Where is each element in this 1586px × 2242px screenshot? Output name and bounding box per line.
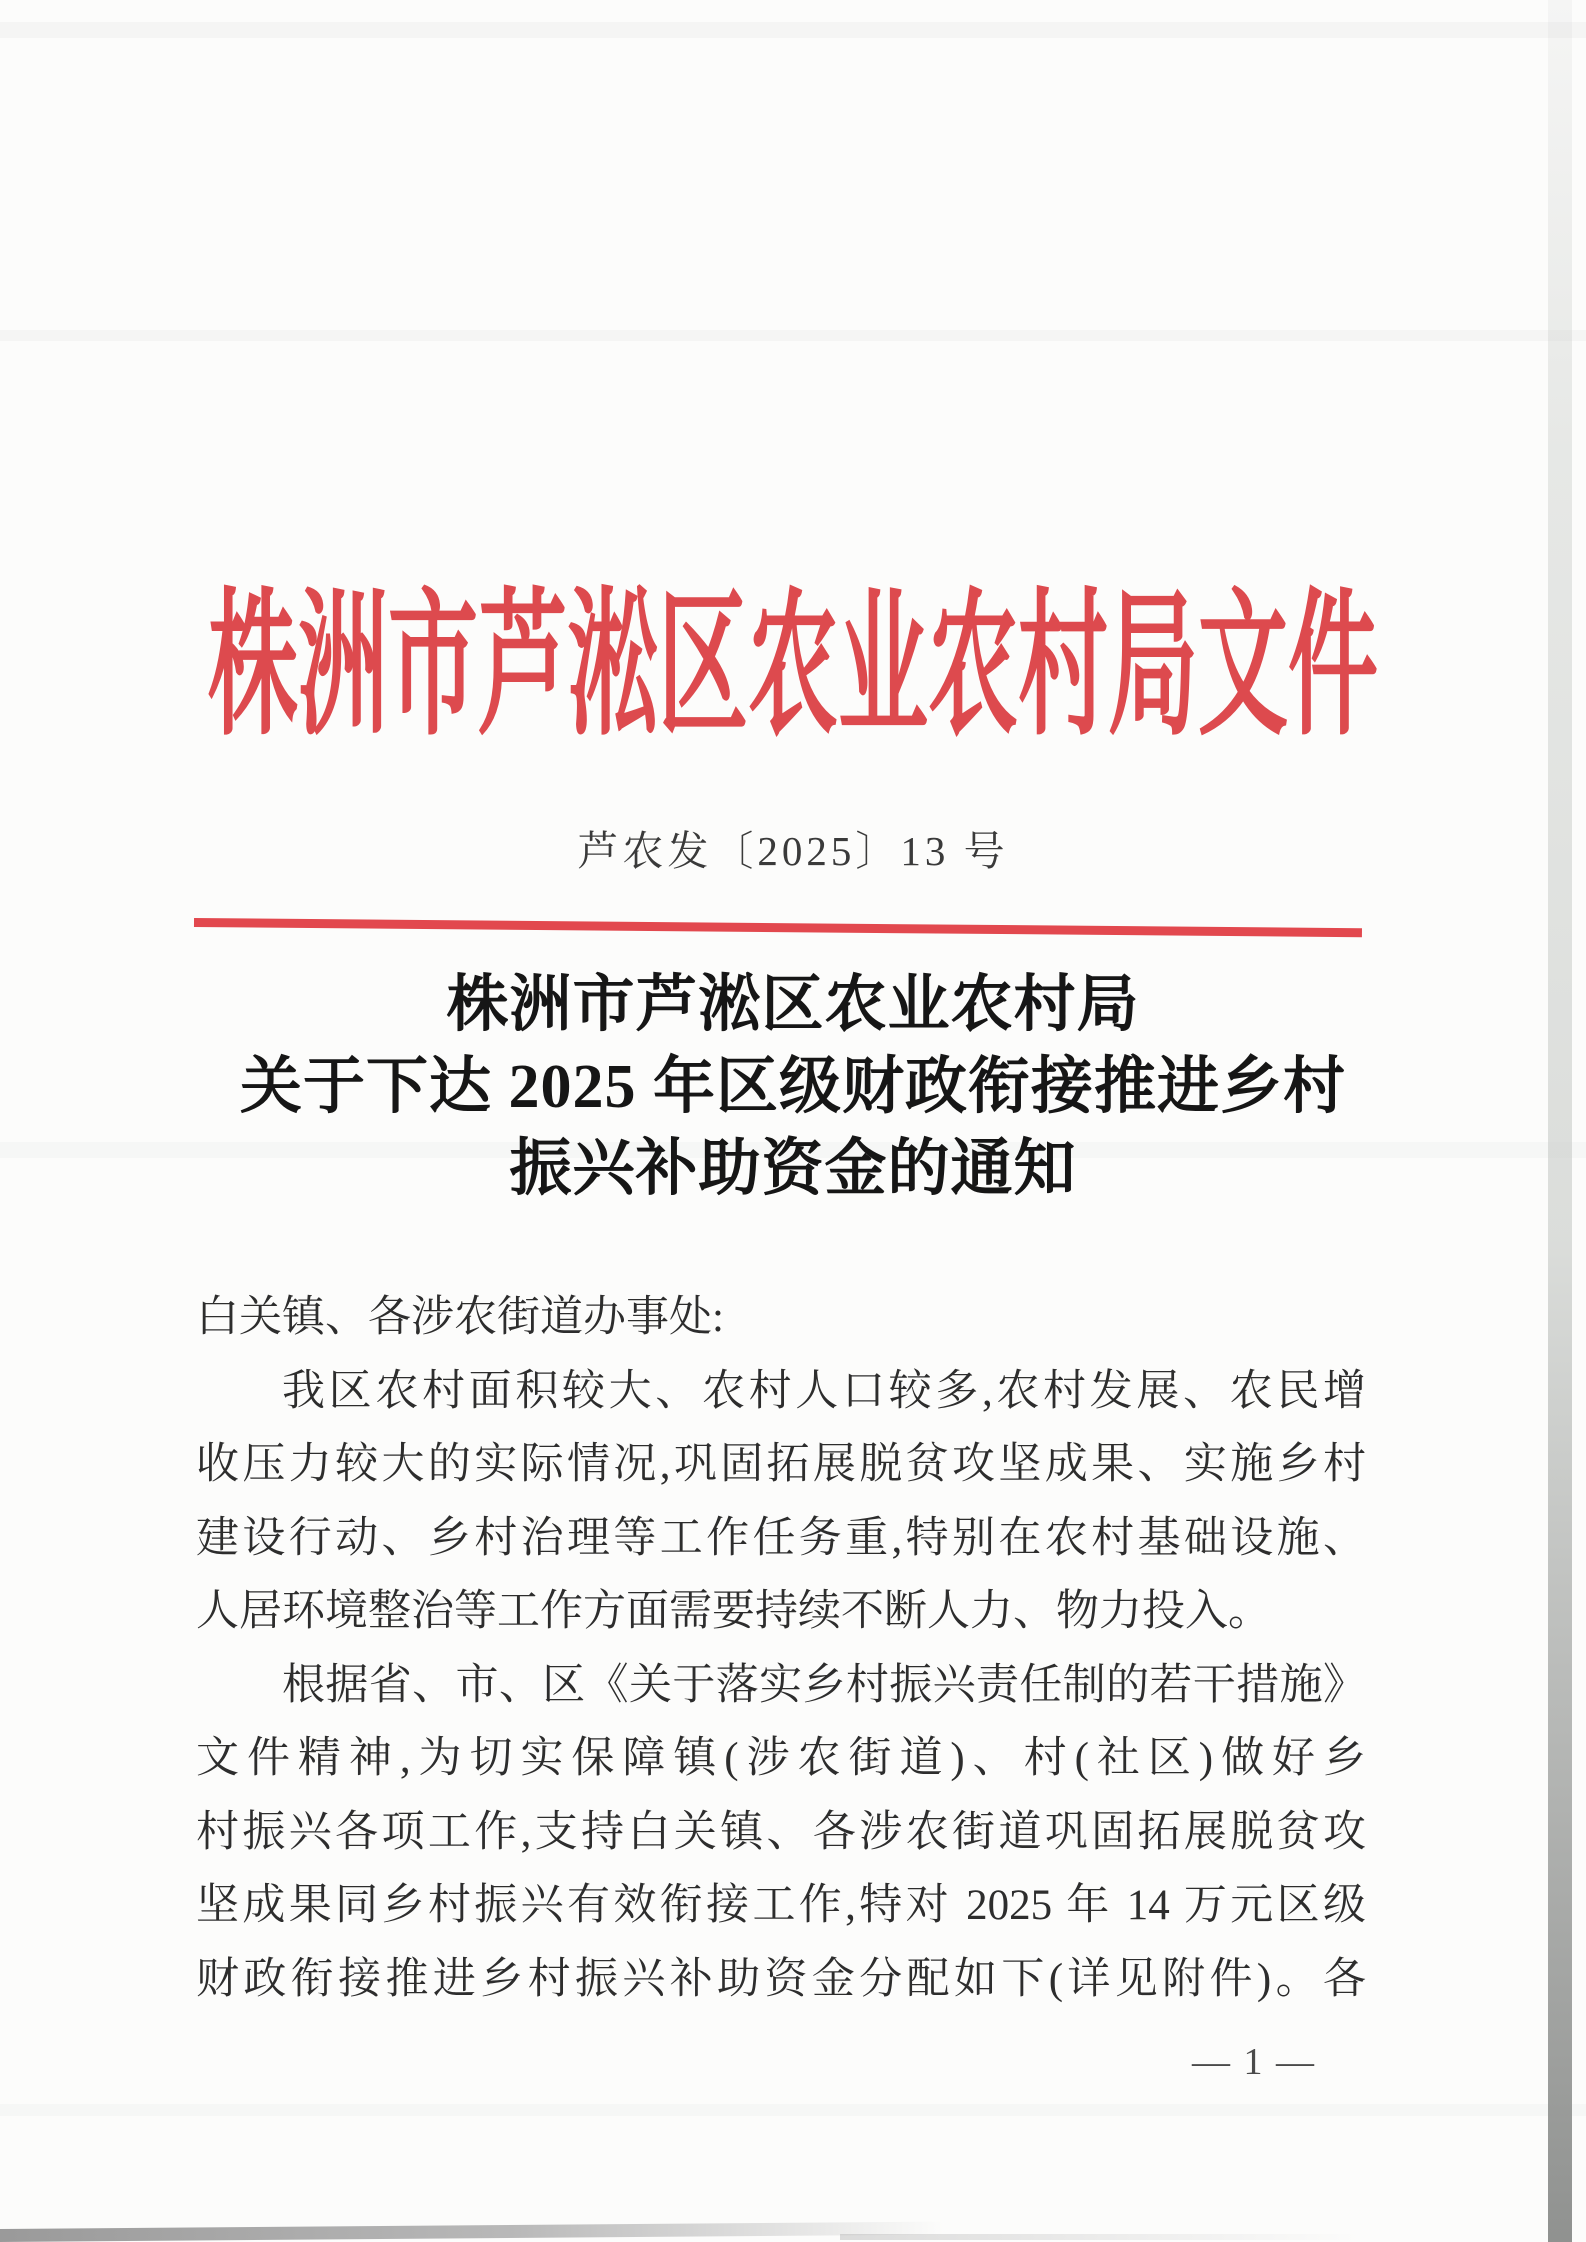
scan-shadow-bottom-edge [0,2222,944,2242]
document-number: 芦农发〔2025〕13 号 [577,828,1009,874]
scan-shadow-right-edge [1548,0,1572,2242]
red-divider-rule [194,918,1362,937]
agency-header-title: 株洲市芦淞区农业农村局文件 [208,579,1378,755]
scan-artifact-band [0,22,1586,38]
document-title-line: 振兴补助资金的通知 [509,1135,1077,1203]
body-line: 文件精神,为切实保障镇(涉农街道)、村(社区)做好乡 [196,1735,1366,1782]
body-line: 财政衔接推进乡村振兴补助资金分配如下(详见附件)。各 [196,1955,1366,2003]
scan-artifact-band [0,2104,1586,2116]
scan-shadow-bottom-faint [840,2234,1360,2240]
body-line: 人居环境整治等工作方面需要持续不断人力、物力投入。 [196,1588,1271,1635]
document-body [196,1281,1366,2016]
body-line: 根据省、市、区《关于落实乡村振兴责任制的若干措施》 [282,1661,1366,1709]
page-number: — 1 — [1192,2041,1316,2083]
document-title [0,964,1586,1210]
scan-artifact-band [0,330,1586,341]
document-title-line: 关于下达 2025 年区级财政衔接推进乡村 [239,1053,1346,1121]
body-line: 坚成果同乡村振兴有效衔接工作,特对 2025 年 14 万元区级 [196,1882,1366,1929]
body-line: 我区农村面积较大、农村人口较多,农村发展、农民增 [282,1367,1366,1415]
salutation-line: 白关镇、各涉农街道办事处: [196,1294,724,1341]
document-title-line: 株洲市芦淞区农业农村局 [446,971,1140,1039]
body-line: 建设行动、乡村治理等工作任务重,特别在农村基础设施、 [196,1514,1366,1562]
body-line: 村振兴各项工作,支持白关镇、各涉农街道巩固拓展脱贫攻 [196,1808,1366,1856]
body-line: 收压力较大的实际情况,巩固拓展脱贫攻坚成果、实施乡村 [196,1441,1366,1488]
